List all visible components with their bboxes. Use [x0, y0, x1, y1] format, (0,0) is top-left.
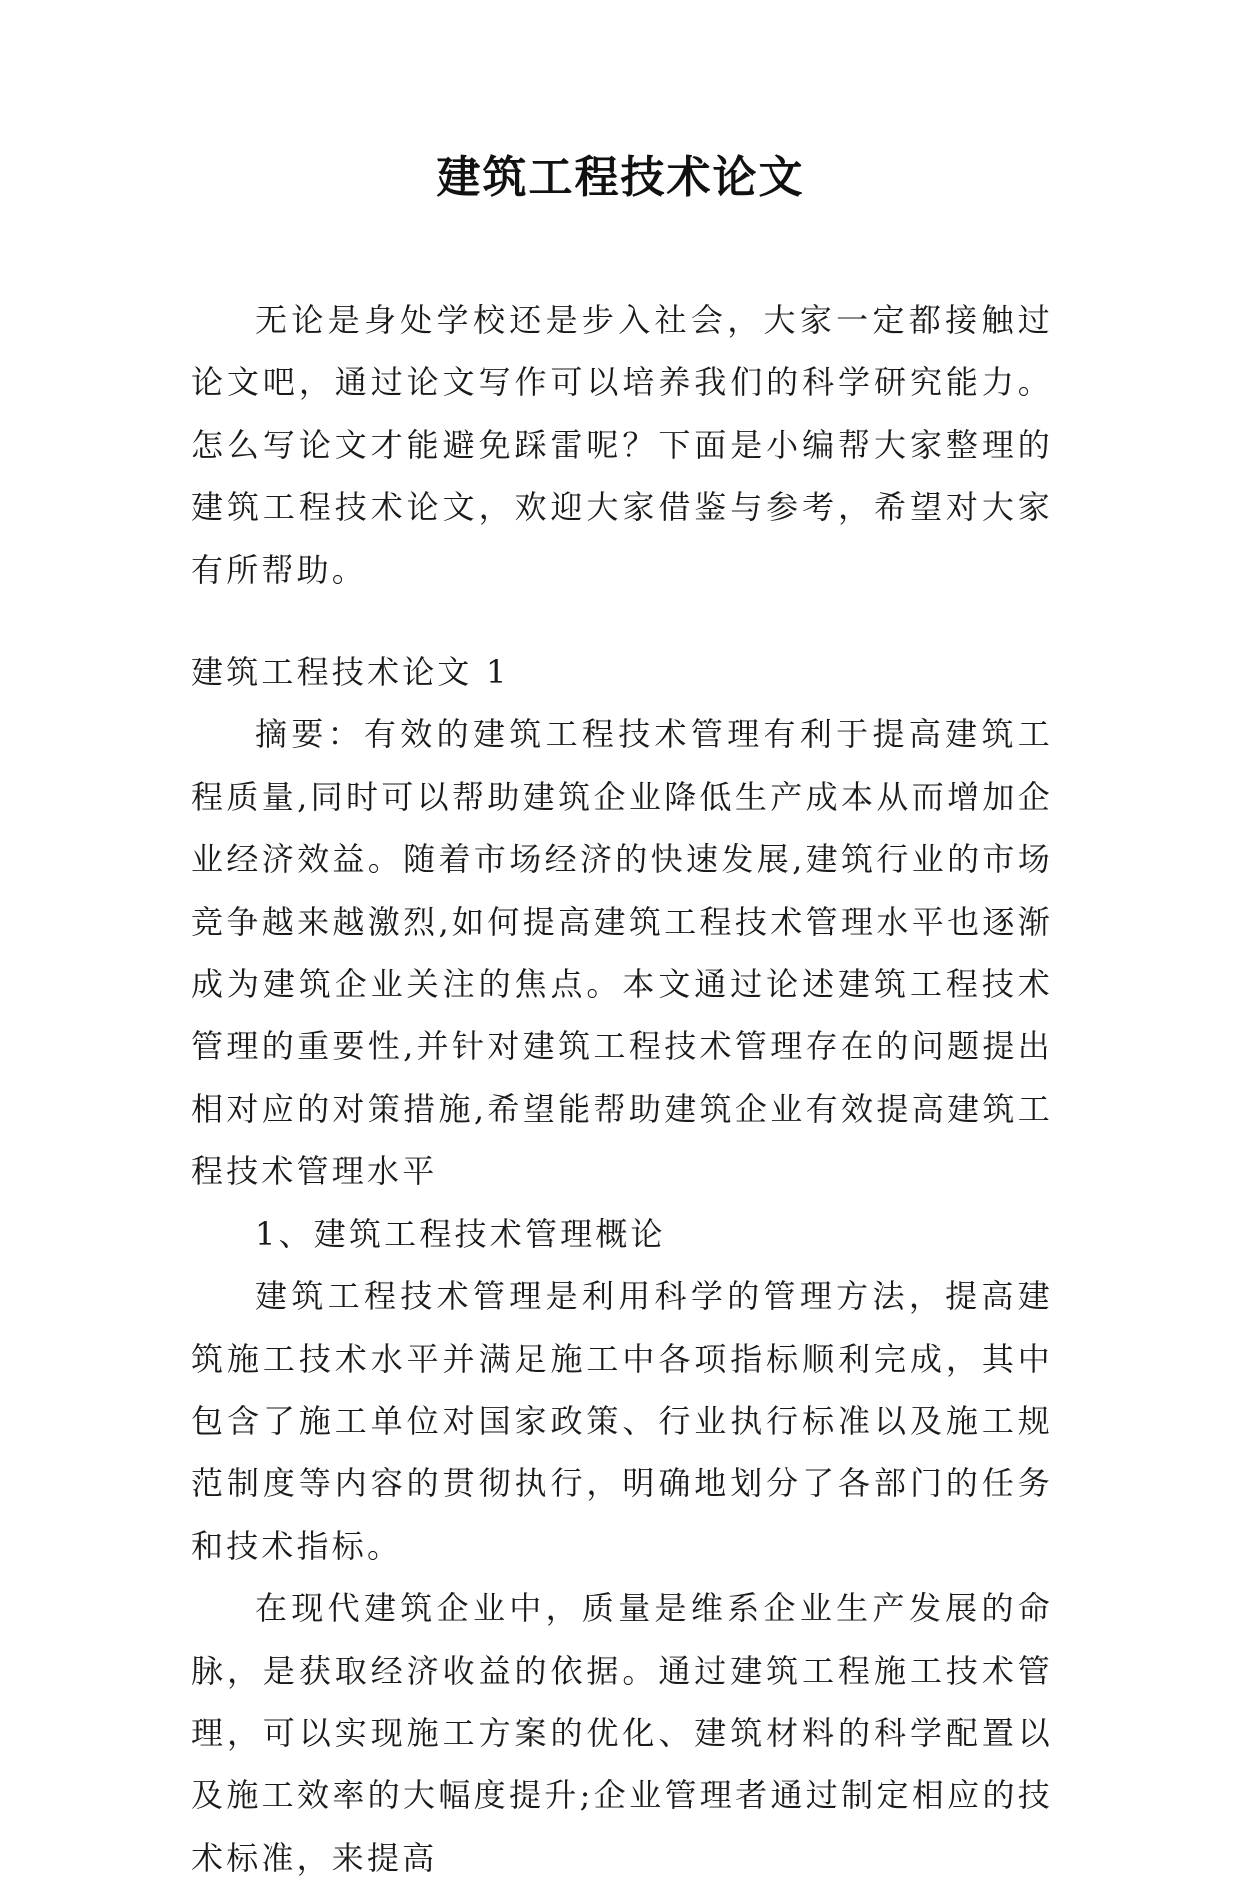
document-title: 建筑工程技术论文 [436, 152, 805, 203]
section-heading: 建筑工程技术论文 1 [191, 653, 510, 692]
intro-paragraph: 无论是身处学校还是步入社会，大家一定都接触过论文吧，通过论文写作可以培养我们的科学研究能力。怎么写论文才能避免踩雷呢？下面是小编帮大家整理的建筑工程技术论文，欢迎大家借鉴与参考，希望对大家有所帮助。 [191, 301, 1053, 589]
abstract-paragraph: 摘要：有效的建筑工程技术管理有利于提高建筑工程质量,同时可以帮助建筑企业降低生产成本从而增加企业经济效益。随着市场经济的快速发展,建筑行业的市场竞争越来越激烈,如何提高建筑工程技术管理水平也逐渐成为建筑企业关注的焦点。本文通过论述建筑工程技术管理的重要性,并针对建筑工程技术管理存在的问题提出相对应的对策措施,希望能帮助建筑企业有效提高建筑工程技术管理水平 [191, 715, 1053, 1191]
body-paragraph: 建筑工程技术管理是利用科学的管理方法，提高建筑施工技术水平并满足施工中各项指标顺利完成，其中包含了施工单位对国家政策、行业执行标准以及施工规范制度等内容的贯彻执行，明确地划分了各部门的任务和技术指标。 [191, 1277, 1053, 1565]
body-paragraph: 在现代建筑企业中，质量是维系企业生产发展的命脉，是获取经济收益的依据。通过建筑工程施工技术管理，可以实现施工方案的优化、建筑材料的科学配置以及施工效率的大幅度提升;企业管理者通过制定相应的技术标准，来提高 [191, 1589, 1053, 1877]
document-body [191, 289, 1053, 1889]
subsection-heading: 1、建筑工程技术管理概论 [255, 1214, 666, 1253]
